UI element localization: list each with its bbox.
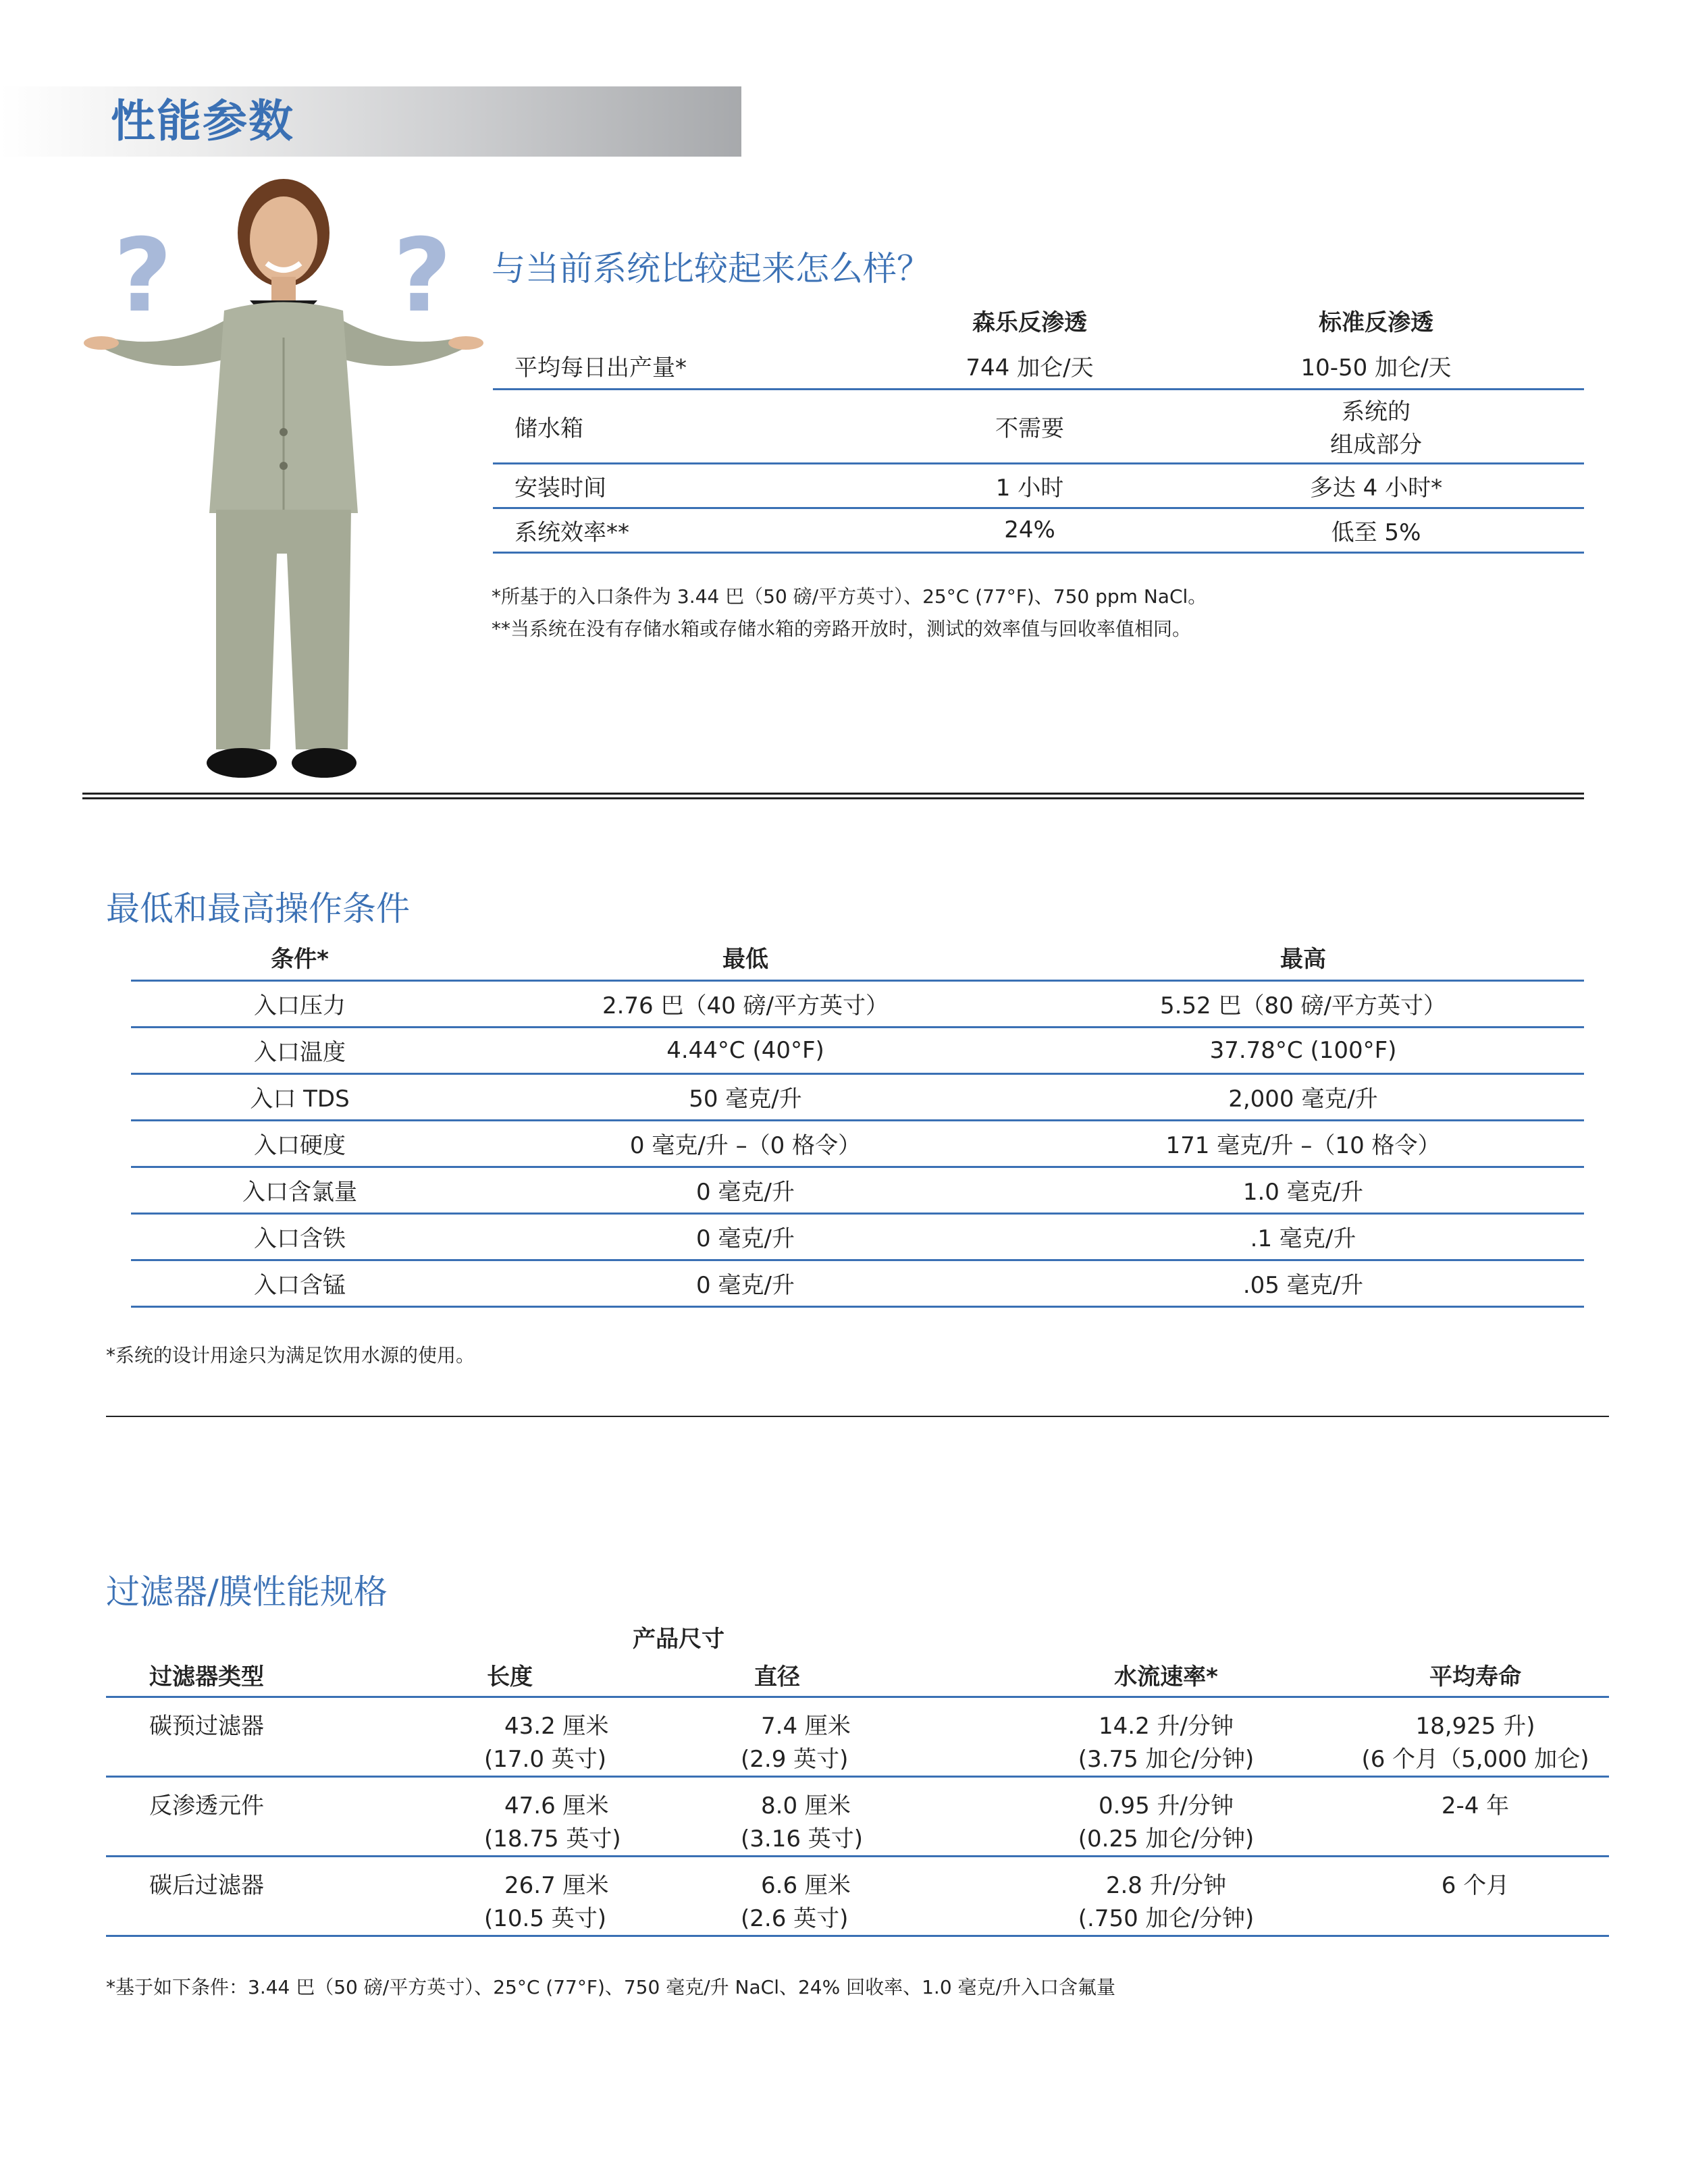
section-divider [106,1416,1609,1417]
comparison-note-1: *所基于的入口条件为 3.44 巴（50 磅/平方英寸）、25°C (77°F)、750 ppm NaCl。 [492,585,1207,608]
row-label: 储水箱 [493,389,891,463]
person-illustration [81,176,486,790]
cell-max: 5.52 巴（80 磅/平方英寸） [1022,980,1584,1027]
cell-value-multiline [1168,389,1584,463]
cell-length: 26.7 厘米 (10.5 英寸) [484,1856,693,1936]
cell-max: 37.78°C (100°F) [1022,1027,1584,1073]
cell-length: 47.6 厘米 (18.75 英寸) [484,1776,693,1856]
cell-flow: 14.2 升/分钟 (3.75 加仑/分钟) [991,1697,1342,1776]
table-row [493,389,1584,463]
table-row [106,1856,1609,1936]
cell-condition: 入口温度 [131,1027,469,1073]
cell-value: 多达 4 小时* [1168,463,1584,508]
cell-min: 0 毫克/升 [469,1213,1022,1260]
filters-table [106,1620,1609,1937]
cell-max: 2,000 毫克/升 [1022,1073,1584,1120]
comparison-col-standard: 标准反渗透 [1319,309,1433,336]
question-mark-right: ? [393,217,452,335]
filters-group-header-row [106,1620,1609,1653]
section-divider-double [82,793,1584,799]
cell-min: 0 毫克/升 [469,1167,1022,1213]
operating-table [131,934,1584,1308]
table-row [131,1073,1584,1120]
cell-length: 43.2 厘米 (17.0 英寸) [484,1697,693,1776]
cell-line: 系统的 [1342,398,1410,425]
cell-min: 50 毫克/升 [469,1073,1022,1120]
cell-value: 10-50 加仑/天 [1168,343,1584,389]
table-row [106,1697,1609,1776]
cell-life: 6 个月 [1342,1856,1609,1936]
table-row [131,980,1584,1027]
operating-title: 最低和最高操作条件 [106,889,410,928]
cell-condition: 入口 TDS [131,1073,469,1120]
cell-min: 2.76 巴（40 磅/平方英寸） [469,980,1022,1027]
comparison-note-2: **当系统在没有存储水箱或存储水箱的旁路开放时，测试的效率值与回收率值相同。 [492,618,1192,640]
filters-col-type: 过滤器类型 [106,1653,484,1697]
row-label: 系统效率** [493,508,891,552]
filters-group-header: 产品尺寸 [633,1626,724,1653]
cell-type: 碳后过滤器 [106,1856,484,1936]
table-row [106,1776,1609,1856]
operating-col-min: 最低 [469,934,1022,980]
filters-header-row [106,1653,1609,1697]
cell-min: 4.44°C (40°F) [469,1027,1022,1073]
cell-life: 2-4 年 [1342,1776,1609,1856]
comparison-header-row [493,297,1584,343]
cell-min: 0 毫克/升 –（0 格令） [469,1120,1022,1167]
table-row [131,1213,1584,1260]
comparison-title: 与当前系统比较起来怎么样？ [492,249,930,288]
operating-col-max: 最高 [1022,934,1584,980]
cell-flow: 0.95 升/分钟 (0.25 加仑/分钟) [991,1776,1342,1856]
cell-max: 171 毫克/升 –（10 格令） [1022,1120,1584,1167]
cell-value: 24% [891,508,1168,552]
cell-max: 1.0 毫克/升 [1022,1167,1584,1213]
table-row [493,343,1584,389]
cell-flow: 2.8 升/分钟 (.750 加仑/分钟) [991,1856,1342,1936]
cell-condition: 入口含锰 [131,1260,469,1306]
page-title: 性能参数 [111,95,294,147]
table-row [493,463,1584,508]
filters-title: 过滤器/膜性能规格 [106,1572,388,1612]
table-row [131,1027,1584,1073]
operating-note: *系统的设计用途只为满足饮用水源的使用。 [106,1344,475,1366]
cell-value: 744 加仑/天 [891,343,1168,389]
filters-col-diameter: 直径 [693,1653,991,1697]
cell-condition: 入口压力 [131,980,469,1027]
filters-col-length: 长度 [484,1653,693,1697]
cell-line: 组成部分 [1330,431,1422,458]
operating-header-row [131,934,1584,980]
row-label: 安装时间 [493,463,891,508]
table-row [131,1260,1584,1306]
operating-col-condition: 条件* [131,934,469,980]
cell-value: 低至 5% [1168,508,1584,552]
cell-condition: 入口硬度 [131,1120,469,1167]
table-row [493,508,1584,552]
question-mark-left: ? [113,217,173,335]
cell-diameter: 6.6 厘米 (2.6 英寸) [693,1856,991,1936]
cell-life: 18,925 升) (6 个月（5,000 加仑) [1342,1697,1609,1776]
cell-condition: 入口含铁 [131,1213,469,1260]
cell-diameter: 8.0 厘米 (3.16 英寸) [693,1776,991,1856]
cell-value: 不需要 [891,389,1168,463]
comparison-table [493,297,1584,554]
table-row [131,1120,1584,1167]
cell-max: .05 毫克/升 [1022,1260,1584,1306]
cell-condition: 入口含氯量 [131,1167,469,1213]
filters-note: *基于如下条件：3.44 巴（50 磅/平方英寸）、25°C (77°F)、750 毫克/升 NaCl、24% 回收率、1.0 毫克/升入口含氟量 [106,1976,1115,1998]
cell-value: 1 小时 [891,463,1168,508]
comparison-col-senle: 森乐反渗透 [972,309,1087,336]
cell-type: 反渗透元件 [106,1776,484,1856]
cell-max: .1 毫克/升 [1022,1213,1584,1260]
cell-type: 碳预过滤器 [106,1697,484,1776]
filters-col-life: 平均寿命 [1342,1653,1609,1697]
row-label: 平均每日出产量* [493,343,891,389]
table-row [131,1167,1584,1213]
filters-col-flow: 水流速率* [991,1653,1342,1697]
cell-min: 0 毫克/升 [469,1260,1022,1306]
cell-diameter: 7.4 厘米 (2.9 英寸) [693,1697,991,1776]
